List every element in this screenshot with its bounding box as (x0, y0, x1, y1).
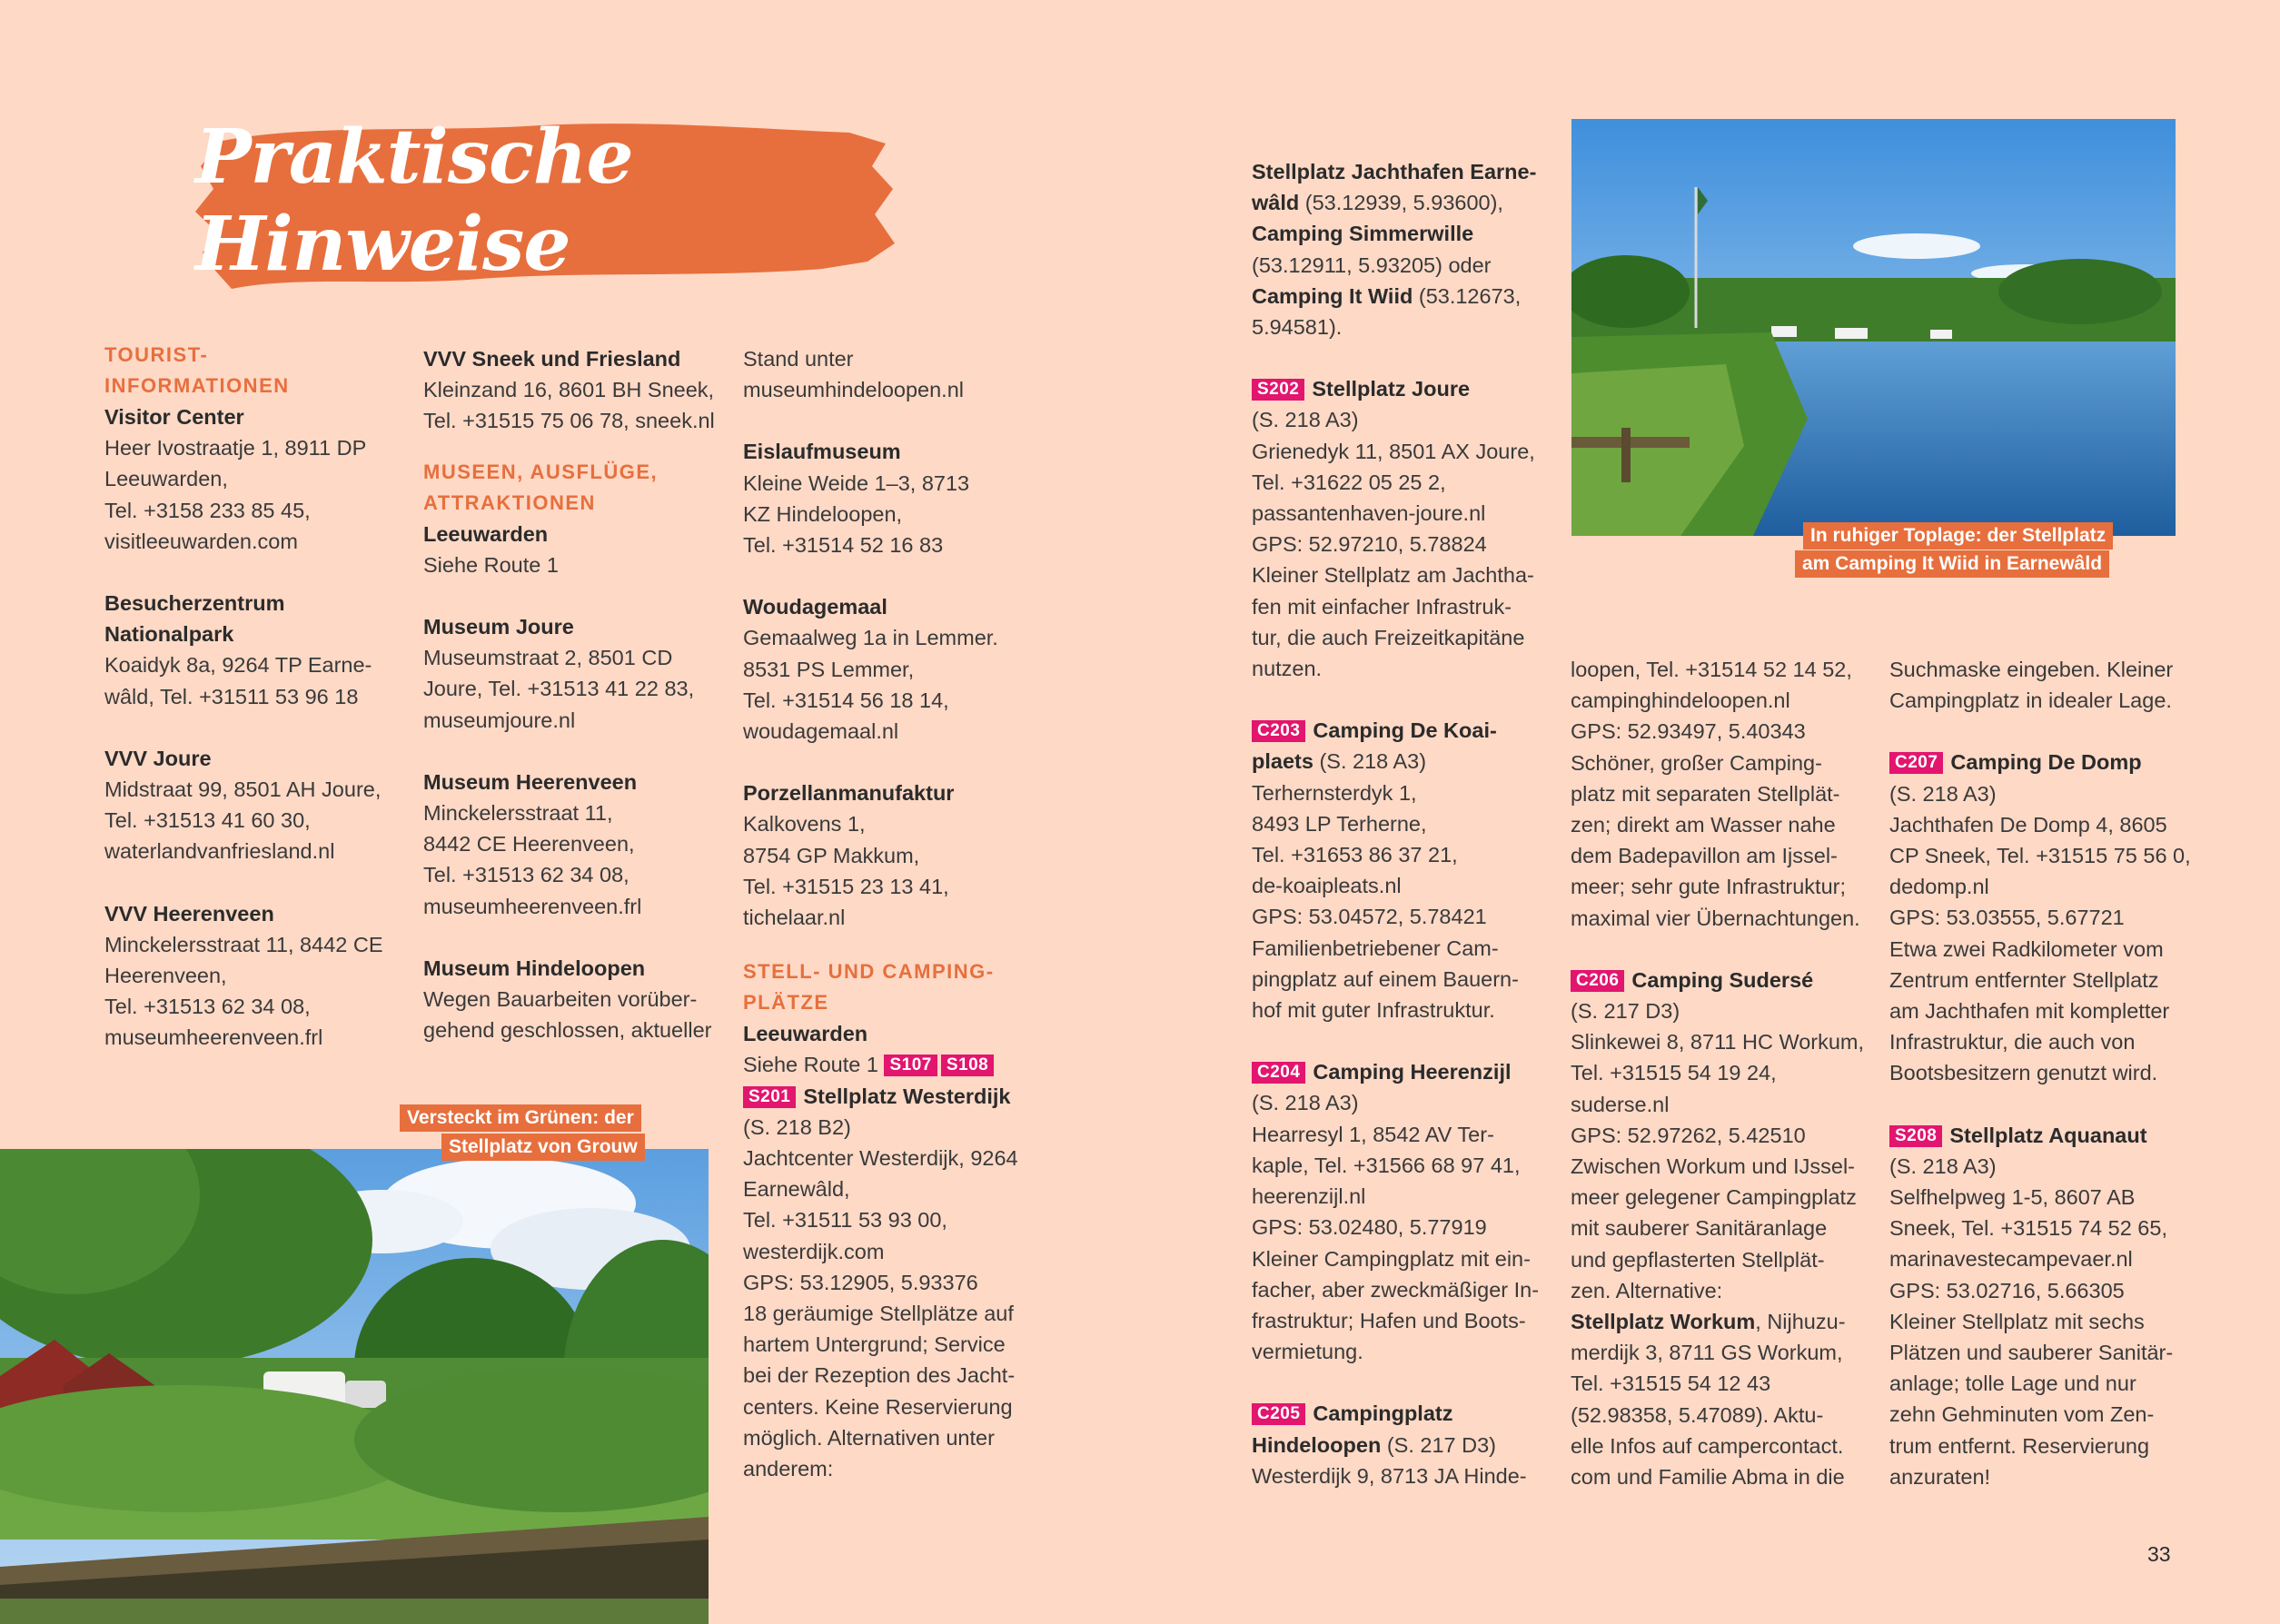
entry-line: anzuraten! (1889, 1464, 1991, 1489)
entry-s208 (1889, 1120, 2198, 1492)
entry-line: Koaidyk 8a, 9264 TP Earne- (104, 653, 372, 678)
entry-line: Jachtcenter Westerdijk, 9264 (743, 1146, 1018, 1171)
entry-line: (S. 218 A3) (1252, 1091, 1359, 1115)
entry-line: (52.98358, 5.47089). Aktu- (1571, 1402, 1824, 1427)
entry-line: Museumstraat 2, 8501 CD (423, 646, 673, 670)
entry-line: Sneek, Tel. +31515 74 52 65, (1889, 1216, 2167, 1241)
entry-heading-line (1889, 1120, 2198, 1151)
entry-c205 (1252, 1398, 1542, 1491)
entry-leeuwarden (423, 519, 723, 580)
photo-caption-line: Versteckt im Grünen: der (400, 1104, 641, 1132)
entry-line: bei der Rezeption des Jacht- (743, 1363, 1016, 1388)
entry-line: Earnewâld, (743, 1177, 850, 1202)
entry-line: Wegen Bauarbeiten vorüber- (423, 987, 698, 1012)
entry-line: (S. 218 A3) (1252, 408, 1359, 432)
photo-caption-line: am Camping It Wiid in Earnewâld (1795, 550, 2109, 578)
badge-s201: S201 (743, 1086, 796, 1108)
coordinates: (53.12673, (1413, 283, 1522, 308)
entry-name: Camping It Wiid (1252, 283, 1413, 308)
entry-line: Kleinzand 16, 8601 BH Sneek, (423, 378, 715, 402)
entry-line: Westerdijk 9, 8713 JA Hinde- (1252, 1463, 1527, 1488)
entry-line: Hearresyl 1, 8542 AV Ter- (1252, 1122, 1494, 1146)
entry-line: GPS: 52.97210, 5.78824 (1252, 532, 1487, 557)
entry-link[interactable]: museumheerenveen.frl (104, 1025, 323, 1050)
entry-line: fen mit einfacher Infrastruk- (1252, 594, 1512, 619)
badge-s202: S202 (1252, 379, 1304, 401)
entry-c207 (1889, 747, 2198, 1088)
entry-line (1252, 746, 1542, 777)
entry-line (1252, 1430, 1542, 1461)
entry-line (743, 1049, 1043, 1080)
entry-vvv-joure (104, 743, 395, 867)
entry-link[interactable]: heerenzijl.nl (1252, 1184, 1366, 1209)
entry-line: elle Infos auf campercontact. (1571, 1433, 1844, 1458)
section-heading: PLÄTZE (743, 991, 829, 1015)
entry-line: 8531 PS Lemmer, (743, 657, 915, 681)
entry-link[interactable]: waterlandvanfriesland.nl (104, 839, 335, 864)
entry-name: Stellplatz Westerdijk (803, 1084, 1011, 1108)
badge-s107: S107 (884, 1055, 937, 1076)
entry-line: Joure, Tel. +31513 41 22 83, (423, 677, 695, 701)
entry-link[interactable]: westerdijk.com (743, 1239, 885, 1263)
entry-line: Zentrum entfernter Stellplatz (1889, 967, 2159, 992)
entry-eislaufmuseum (743, 436, 1043, 560)
badge-c206: C206 (1571, 970, 1624, 992)
entry-line: zen. Alternative: (1571, 1278, 1723, 1302)
entry-line: maximal vier Übernachtungen. (1571, 906, 1860, 930)
entry-besucherzentrum (104, 588, 395, 712)
entry-line: CP Sneek, Tel. +31515 75 56 0, (1889, 844, 2191, 868)
entry-line: (S. 218 A3) (1889, 1154, 1997, 1178)
photo-camping-it-wiid (1571, 119, 2176, 536)
entry-line: Minckelersstraat 11, 8442 CE (104, 932, 383, 956)
entry-name: Woudagemaal (743, 595, 887, 619)
entry-heading-line (1252, 715, 1542, 746)
entry-name: Eislaufmuseum (743, 440, 901, 464)
entry-line: Heer Ivostraatje 1, 8911 DP (104, 436, 367, 460)
entry-link[interactable]: dedomp.nl (1889, 875, 1989, 899)
entry-link[interactable]: suderse.nl (1571, 1092, 1670, 1116)
entry-line: Leeuwarden, (104, 467, 228, 491)
entry-name: Camping De Domp (1950, 750, 2142, 775)
entry-c205-cont (1571, 654, 1870, 934)
entry-heading-line (1252, 1398, 1542, 1429)
entry-line: GPS: 53.02716, 5.66305 (1889, 1278, 2125, 1302)
entry-link[interactable]: tichelaar.nl (743, 906, 846, 930)
entry-line: möglich. Alternativen unter (743, 1425, 995, 1450)
entry-line: Tel. +31622 05 25 2, (1252, 470, 1446, 494)
badge-c207: C207 (1889, 752, 1943, 774)
page-title: Praktische Hinweise (195, 113, 633, 288)
coordinates: 5.94581). (1252, 315, 1343, 340)
entry-line: platz mit separaten Stellplät- (1571, 781, 1840, 806)
entry-line: GPS: 53.12905, 5.93376 (743, 1270, 978, 1294)
entry-line: tur, die auch Freizeitkapitäne (1252, 625, 1525, 649)
entry-heading-line (1252, 1056, 1542, 1087)
photo-stellplatz-grouw (0, 1149, 709, 1624)
entry-name: Museum Hindeloopen (423, 956, 646, 980)
entry-line: zen; direkt am Wasser nahe (1571, 813, 1836, 837)
entry-name: Museum Heerenveen (423, 769, 638, 794)
entry-line: Stand unter (743, 347, 854, 371)
entry-line: Grienedyk 11, 8501 AX Joure, (1252, 439, 1535, 463)
entry-line: mit sauberer Sanitäranlage (1571, 1216, 1828, 1241)
coordinates: (53.12939, 5.93600), (1299, 191, 1503, 215)
title-banner (195, 113, 895, 293)
badge-c205: C205 (1252, 1403, 1305, 1425)
entry-line: facher, aber zweckmäßiger In- (1252, 1277, 1540, 1302)
entry-name: VVV Joure (104, 746, 212, 770)
entry-link[interactable]: museumjoure.nl (423, 708, 576, 732)
entry-link[interactable]: museumhindeloopen.nl (743, 378, 964, 402)
entry-line: Slinkewei 8, 8711 HC Workum, (1571, 1030, 1865, 1055)
photo-caption-line: Stellplatz von Grouw (441, 1134, 645, 1161)
entry-name: Museum Joure (423, 615, 574, 639)
entry-line: Siehe Route 1 (423, 552, 559, 577)
entry-line: com und Familie Abma in die (1571, 1465, 1845, 1490)
entry-line: Suchmaske eingeben. Kleiner (1889, 658, 2174, 681)
entry-name: VVV Sneek und Friesland (423, 347, 681, 371)
entry-line: wâld, Tel. +31511 53 96 18 (104, 684, 359, 708)
column-museums-camping (743, 343, 1043, 1484)
entry-name: Visitor Center (104, 405, 244, 429)
entry-name: Porzellanmanufaktur (743, 781, 955, 806)
column-tourist-info (104, 340, 395, 1084)
entry-c203 (1252, 715, 1542, 1025)
entry-link[interactable]: woudagemaal.nl (743, 719, 899, 744)
entry-name: Camping Heerenzijl (1313, 1060, 1512, 1084)
entry-name: Stellplatz Aquanaut (1949, 1123, 2147, 1147)
badge-c203: C203 (1252, 720, 1305, 742)
entry-line: Tel. +31513 62 34 08, (423, 863, 629, 887)
entry-line: Midstraat 99, 8501 AH Joure, (104, 777, 382, 802)
entry-leeuwarden-camping (743, 1018, 1043, 1484)
entry-line: (S. 218 B2) (743, 1114, 851, 1139)
entry-visitor-center (104, 401, 395, 557)
entry-name: Camping De Koai- (1313, 718, 1497, 743)
entry-line: am Jachthafen mit kompletter (1889, 999, 2170, 1024)
entry-c204 (1252, 1056, 1542, 1367)
entry-line: Campingplatz in idealer Lage. (1889, 688, 2172, 713)
entry-line: 8754 GP Makkum, (743, 843, 920, 867)
entry-line: Kleiner Stellplatz am Jachtha- (1252, 563, 1534, 588)
entry-line: Terhernsterdyk 1, (1252, 780, 1417, 805)
entry-line: Kalkovens 1, (743, 812, 866, 837)
entry-line: Heerenveen, (104, 964, 227, 988)
entry-link[interactable]: campinghindeloopen.nl (1571, 688, 1790, 713)
entry-line: Tel. +31653 86 37 21, (1252, 843, 1458, 867)
entry-line: Kleiner Campingplatz mit ein- (1252, 1246, 1531, 1271)
entry-line: Zwischen Workum und IJssel- (1571, 1154, 1855, 1179)
entry-woudagemaal (743, 591, 1043, 747)
map-ref: (S. 218 A3) (1313, 749, 1427, 774)
entry-line: Tel. +31515 54 19 24, (1571, 1061, 1777, 1085)
entry-line: Tel. +31515 54 12 43 (1571, 1371, 1771, 1396)
entry-line: Tel. +31514 52 16 83 (743, 533, 944, 558)
entry-line: kaple, Tel. +31566 68 97 41, (1252, 1153, 1521, 1177)
entry-heading-line (1571, 965, 1870, 995)
entry-line: centers. Keine Reservierung (743, 1394, 1013, 1419)
map-ref: (S. 217 D3) (1381, 1432, 1496, 1457)
entry-line: Tel. +31513 62 34 08, (104, 995, 311, 1019)
page-number: 33 (2147, 1542, 2171, 1566)
entry-name: Besucherzentrum (104, 591, 285, 616)
column-camping-3 (1889, 654, 2198, 1492)
entry-name: Camping Simmerwille (1252, 222, 1474, 246)
entry-line: merdijk 3, 8711 GS Workum, (1571, 1341, 1843, 1365)
entry-porzellanmanufaktur (743, 777, 1043, 933)
entry-line: KZ Hindeloopen, (743, 501, 903, 526)
entry-line: hartem Untergrund; Service (743, 1332, 1006, 1357)
entry-name: Stellplatz Joure (1312, 377, 1471, 401)
entry-line: Bootsbesitzern genutzt wird. (1889, 1061, 2158, 1085)
entry-heading-line (1252, 373, 1542, 404)
entry-line: GPS: 52.93497, 5.40343 (1571, 719, 1806, 744)
entry-line: pingplatz auf einem Bauern- (1252, 966, 1519, 991)
badge-c204: C204 (1252, 1062, 1305, 1084)
entry-line: vermietung. (1252, 1340, 1363, 1364)
entry-name: VVV Heerenveen (104, 901, 274, 926)
entry-hindeloopen-cont (743, 343, 1043, 405)
entry-line: nutzen. (1252, 657, 1323, 681)
entry-link[interactable]: museumheerenveen.frl (423, 894, 642, 918)
section-heading: TOURIST- (104, 343, 209, 366)
entry-name: Hindeloopen (1252, 1432, 1382, 1457)
entry-line: Tel. +3158 233 85 45, (104, 498, 311, 522)
badge-s208: S208 (1889, 1125, 1942, 1147)
entry-line: Tel. +31514 56 18 14, (743, 688, 949, 712)
entry-line: Minckelersstraat 11, (423, 801, 613, 826)
entry-line: Selfhelpweg 1-5, 8607 AB (1889, 1185, 2136, 1210)
entry-museum-heerenveen (423, 767, 723, 922)
entry-line: Tel. +31515 75 06 78, sneek.nl (423, 409, 715, 433)
entry-name: Leeuwarden (423, 521, 549, 546)
coordinates: (53.12911, 5.93205) oder (1252, 253, 1492, 277)
entry-line: (S. 218 A3) (1889, 781, 1997, 806)
entry-c206 (1571, 965, 1870, 1492)
entry-line: Kleine Weide 1–3, 8713 (743, 470, 970, 495)
entry-name: Stellplatz Workum (1571, 1310, 1756, 1334)
section-heading: STELL- UND CAMPING- (743, 960, 995, 984)
entry-line: und gepflasterten Stellplät- (1571, 1247, 1825, 1272)
entry-line: meer; sehr gute Infrastruktur; (1571, 875, 1847, 899)
entry-name: wâld (1252, 191, 1300, 215)
entry-heading-line (743, 1081, 1043, 1112)
section-heading: INFORMATIONEN (104, 374, 290, 397)
entry-line: Jachthafen De Domp 4, 8605 (1889, 812, 2167, 837)
entry-line: frastruktur; Hafen und Boots- (1252, 1308, 1526, 1332)
entry-line: anlage; tolle Lage und nur (1889, 1371, 2136, 1396)
entry-line: Plätzen und sauberer Sanitär- (1889, 1341, 2174, 1365)
route-ref: Siehe Route 1 (743, 1053, 878, 1077)
column-museums (423, 343, 723, 1045)
entry-line: GPS: 53.02480, 5.77919 (1252, 1215, 1487, 1240)
entry-line: Etwa zwei Radkilometer vom (1889, 936, 2164, 961)
entry-line: 8493 LP Terherne, (1252, 811, 1427, 836)
entry-line: hof mit guter Infrastruktur. (1252, 998, 1495, 1023)
entry-c206-cont (1889, 654, 2198, 716)
entry-line: zehn Gehminuten vom Zen- (1889, 1402, 2155, 1427)
entry-line: meer gelegener Campingplatz (1571, 1185, 1857, 1210)
entry-link[interactable]: visitleeuwarden.com (104, 529, 298, 553)
entry-s202 (1252, 373, 1542, 684)
entry-line: Familienbetriebener Cam- (1252, 936, 1499, 960)
photo-caption-line: In ruhiger Toplage: der Stellplatz (1803, 522, 2113, 550)
entry-line: trum entfernt. Reservierung (1889, 1433, 2150, 1458)
badge-s108: S108 (941, 1055, 994, 1076)
section-heading: ATTRAKTIONEN (423, 490, 596, 514)
entry-name: Leeuwarden (743, 1022, 868, 1046)
entry-line: Tel. +31515 23 13 41, (743, 874, 949, 898)
entry-line: Kleiner Stellplatz mit sechs (1889, 1309, 2145, 1333)
entry-name: Stellplatz Jachthafen Earne- (1252, 160, 1537, 183)
entry-line (1252, 187, 1542, 218)
entry-vvv-heerenveen (104, 898, 395, 1054)
entry-museum-hindeloopen (423, 953, 723, 1046)
entry-name: Campingplatz (1313, 1401, 1453, 1426)
entry-line: GPS: 53.03555, 5.67721 (1889, 906, 2125, 930)
entry-name: Camping Sudersé (1631, 967, 1814, 992)
entry-line (1571, 1306, 1870, 1337)
entry-line: Tel. +31511 53 93 00, (743, 1208, 947, 1233)
entry-line: 8442 CE Heerenveen, (423, 832, 635, 857)
entry-line: anderem: (743, 1457, 834, 1481)
entry-line: Schöner, großer Camping- (1571, 750, 1822, 775)
entry-link[interactable]: passantenhaven-joure.nl (1252, 501, 1486, 526)
entry-line: Infrastruktur, die auch von (1889, 1030, 2136, 1055)
entry-line: loopen, Tel. +31514 52 14 52, (1571, 658, 1852, 681)
entry-line: Gemaalweg 1a in Lemmer. (743, 626, 998, 650)
entry-line: (S. 217 D3) (1571, 999, 1680, 1024)
entry-museum-joure (423, 611, 723, 736)
entry-line: gehend geschlossen, aktueller (423, 1018, 712, 1043)
entry-line: Tel. +31513 41 60 30, (104, 808, 311, 833)
entry-vvv-sneek (423, 343, 723, 437)
entry-link[interactable]: marinavestecampevaer.nl (1889, 1247, 2133, 1272)
entry-name: Nationalpark (104, 622, 234, 647)
section-heading: MUSEEN, AUSFLÜGE, (423, 460, 659, 483)
entry-text: , Nijhuzu- (1755, 1310, 1846, 1334)
entry-line: GPS: 52.97262, 5.42510 (1571, 1123, 1806, 1147)
entry-line: GPS: 53.04572, 5.78421 (1252, 905, 1487, 929)
entry-heading-line (1889, 747, 2198, 777)
entry-link[interactable]: de-koaipleats.nl (1252, 874, 1402, 898)
column-camping-2 (1571, 654, 1870, 1492)
entry-line: dem Badepavillon am Ijssel- (1571, 844, 1838, 868)
entry-alternatives (1252, 156, 1542, 342)
column-camping-1 (1252, 156, 1542, 1491)
entry-line: 18 geräumige Stellplätze auf (743, 1302, 1014, 1326)
entry-line (1252, 281, 1542, 312)
entry-name: plaets (1252, 749, 1313, 774)
